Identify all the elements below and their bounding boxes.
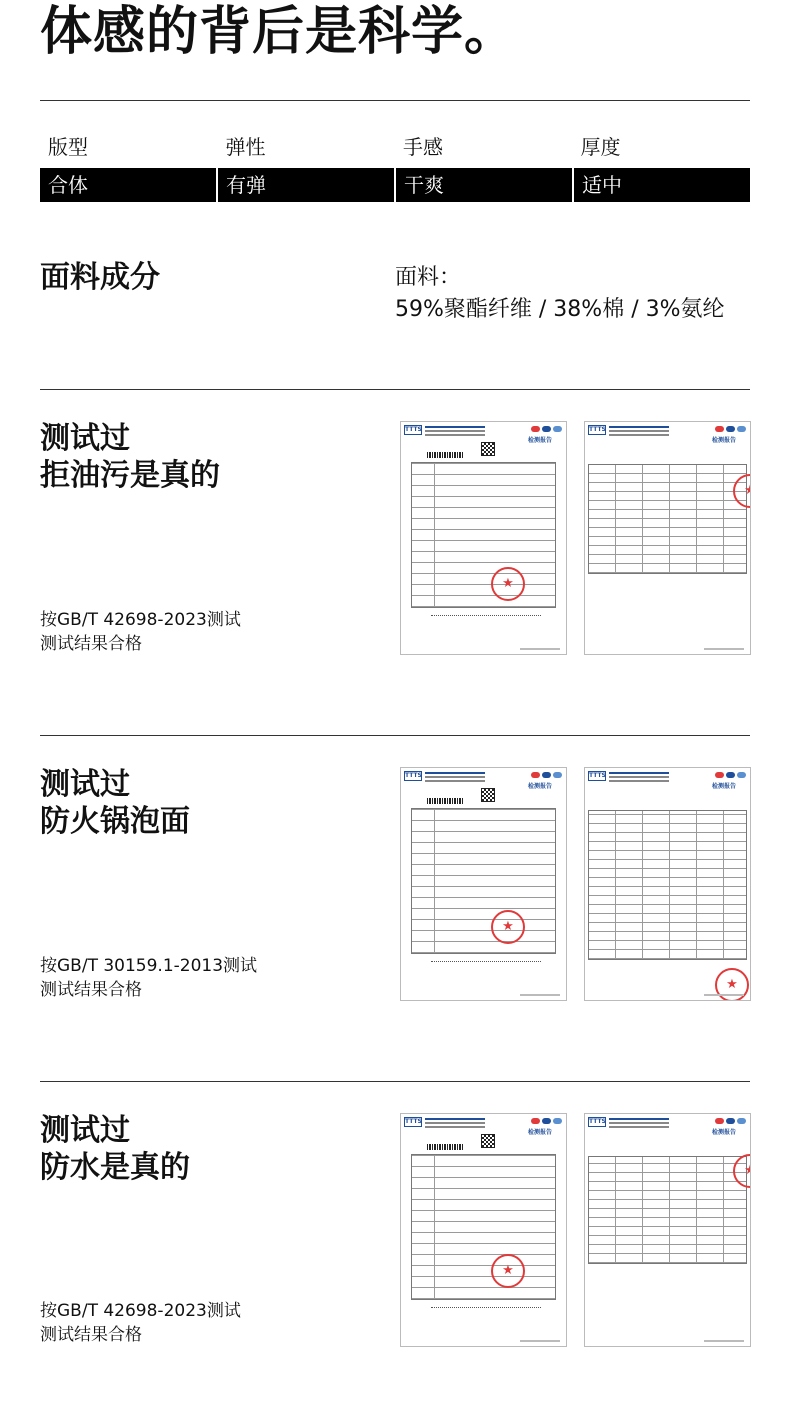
divider-fabric	[40, 389, 750, 390]
test-1-result: 测试结果合格	[40, 634, 142, 654]
test-2-report-page-1[interactable]	[400, 767, 567, 1001]
test-2-title-line2: 防火锅泡面	[40, 804, 190, 839]
report-table	[411, 808, 556, 954]
property-value-hand-feel: 干爽	[396, 168, 572, 202]
property-label-fit: 版型	[48, 135, 88, 159]
test-1-report-page-1[interactable]	[400, 421, 567, 655]
test-1-report-page-2[interactable]	[584, 421, 751, 655]
red-stamp	[491, 567, 525, 601]
signature-line	[431, 956, 541, 962]
report-title: 检测报告	[711, 1129, 736, 1136]
test-3-title	[40, 1112, 190, 1186]
report-logo: TTTS	[589, 772, 606, 779]
test-3-title-line1: 测试过	[40, 1113, 130, 1148]
red-stamp	[491, 910, 525, 944]
report-table	[588, 1156, 747, 1264]
qr-code	[481, 1134, 495, 1148]
test-2-result: 测试结果合格	[40, 980, 142, 1000]
qr-code	[481, 788, 495, 802]
red-stamp	[491, 1254, 525, 1288]
page-title: 体感的背后是科学。	[40, 2, 518, 62]
fabric-heading: 面料成分	[40, 260, 160, 295]
property-labels	[40, 134, 750, 160]
fabric-label: 面料：	[395, 265, 462, 290]
report-logo: TTTS	[405, 426, 422, 433]
cert-badges	[715, 772, 746, 778]
fabric-composition: 59%聚酯纤维 / 38%棉 / 3%氨纶	[395, 297, 725, 322]
report-footer	[704, 648, 744, 650]
property-value-elasticity: 有弹	[218, 168, 394, 202]
report-logo: TTTS	[589, 426, 606, 433]
report-header-lines	[609, 1118, 669, 1130]
test-1-title-line2: 拒油污是真的	[40, 458, 220, 493]
red-stamp	[715, 968, 749, 1001]
report-header-lines	[425, 772, 485, 784]
cert-badges	[715, 1118, 746, 1124]
test-1-standard-block	[40, 608, 241, 656]
report-table	[411, 1154, 556, 1300]
test-3-result: 测试结果合格	[40, 1325, 142, 1345]
property-label-thickness: 厚度	[580, 135, 621, 159]
test-3-standard-block	[40, 1299, 241, 1347]
report-logo: TTTS	[405, 772, 422, 779]
cert-badges	[531, 426, 562, 432]
property-values	[40, 168, 750, 202]
report-footer	[520, 1340, 560, 1342]
barcode	[427, 1144, 463, 1150]
signature-line	[431, 1302, 541, 1308]
divider-top	[40, 100, 750, 101]
report-title: 检测报告	[711, 437, 736, 444]
report-footer	[704, 1340, 744, 1342]
report-header-lines	[425, 426, 485, 438]
cert-badges	[715, 426, 746, 432]
test-2-standard: 按GB/T 30159.1-2013测试	[40, 956, 258, 976]
test-2-title-line1: 测试过	[40, 767, 130, 802]
test-3-report-page-1[interactable]	[400, 1113, 567, 1347]
signature-line	[431, 610, 541, 616]
report-footer	[704, 994, 744, 996]
report-title: 检测报告	[527, 783, 552, 790]
report-logo: TTTS	[589, 1118, 606, 1125]
test-2-title	[40, 766, 190, 840]
barcode	[427, 798, 463, 804]
report-title: 检测报告	[527, 1129, 552, 1136]
property-value-fit: 合体	[40, 168, 216, 202]
cert-badges	[531, 1118, 562, 1124]
report-header-lines	[609, 772, 669, 784]
report-footer	[520, 648, 560, 650]
report-header-lines	[425, 1118, 485, 1130]
test-2-report-page-2[interactable]	[584, 767, 751, 1001]
qr-code	[481, 442, 495, 456]
test-3-title-line2: 防水是真的	[40, 1150, 190, 1185]
report-logo: TTTS	[405, 1118, 422, 1125]
test-2-standard-block	[40, 954, 257, 1002]
property-label-hand-feel: 手感	[403, 135, 443, 159]
cert-badges	[531, 772, 562, 778]
test-3-report-page-2[interactable]	[584, 1113, 751, 1347]
property-value-thickness: 适中	[574, 168, 750, 202]
divider-test-2	[40, 1081, 750, 1082]
divider-test-1	[40, 735, 750, 736]
test-3-standard: 按GB/T 42698-2023测试	[40, 1301, 241, 1321]
test-1-standard: 按GB/T 42698-2023测试	[40, 610, 241, 630]
test-1-title-line1: 测试过	[40, 421, 130, 456]
report-table	[588, 464, 747, 574]
test-1-title	[40, 420, 220, 494]
property-label-elasticity: 弹性	[225, 135, 266, 159]
report-title: 检测报告	[527, 437, 552, 444]
report-header-lines	[609, 426, 669, 438]
report-footer	[520, 994, 560, 996]
report-table	[411, 462, 556, 608]
report-title: 检测报告	[711, 783, 736, 790]
barcode	[427, 452, 463, 458]
report-table	[588, 810, 747, 960]
